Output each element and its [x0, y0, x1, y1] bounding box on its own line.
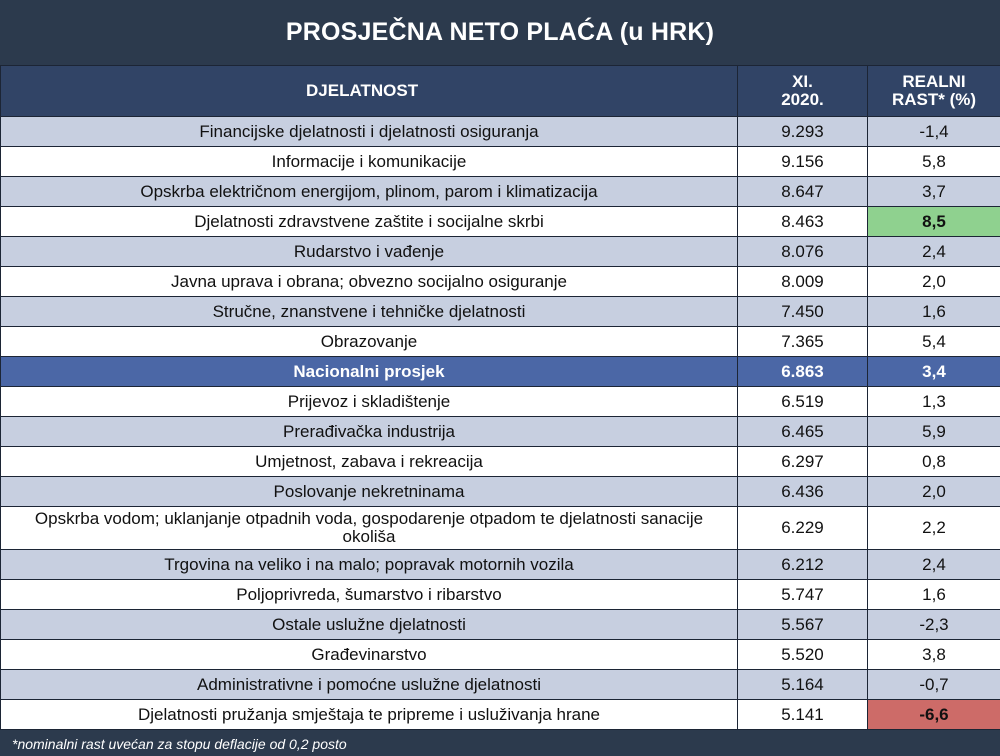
row-placa: 6.519: [738, 387, 868, 417]
footnote: *nominalni rast uvećan za stopu deflacije od 0,2 posto: [12, 736, 347, 752]
table-row: [1, 580, 1000, 610]
row-placa: 6.436: [738, 477, 868, 507]
table-row: [1, 237, 1000, 267]
row-realni-rast: 5,8: [868, 147, 1000, 177]
row-djelatnost: Građevinarstvo: [1, 640, 738, 670]
row-djelatnost: Opskrba vodom; uklanjanje otpadnih voda, gospodarenje otpadom te djelatnosti sanacije okoliša: [1, 507, 738, 550]
row-realni-rast: 1,3: [868, 387, 1000, 417]
row-realni-rast: 1,6: [868, 580, 1000, 610]
row-placa: 5.567: [738, 610, 868, 640]
row-placa: 6.297: [738, 447, 868, 477]
row-djelatnost: Poljoprivreda, šumarstvo i ribarstvo: [1, 580, 738, 610]
table-row: [1, 610, 1000, 640]
table-row: [1, 357, 1000, 387]
row-placa: 9.156: [738, 147, 868, 177]
row-realni-rast: 1,6: [868, 297, 1000, 327]
row-placa: 8.009: [738, 267, 868, 297]
chart-title: PROSJEČNA NETO PLAĆA (u HRK): [285, 17, 715, 46]
row-djelatnost: Nacionalni prosjek: [1, 357, 738, 387]
row-placa: 7.365: [738, 327, 868, 357]
row-realni-rast: 2,4: [868, 237, 1000, 267]
row-djelatnost: Prerađivačka industrija: [1, 417, 738, 447]
row-placa: 5.520: [738, 640, 868, 670]
row-djelatnost: Poslovanje nekretninama: [1, 477, 738, 507]
table-row: [1, 177, 1000, 207]
table-row: [1, 387, 1000, 417]
table-body: [1, 117, 1000, 730]
row-djelatnost: Ostale uslužne djelatnosti: [1, 610, 738, 640]
row-djelatnost: Djelatnosti pružanja smještaja te pripreme i usluživanja hrane: [1, 700, 738, 730]
row-placa: 5.141: [738, 700, 868, 730]
table-row: [1, 670, 1000, 700]
row-placa: 7.450: [738, 297, 868, 327]
row-realni-rast: 2,2: [868, 507, 1000, 550]
row-placa: 6.229: [738, 507, 868, 550]
row-realni-rast: 5,4: [868, 327, 1000, 357]
row-realni-rast: -2,3: [868, 610, 1000, 640]
row-djelatnost: Umjetnost, zabava i rekreacija: [1, 447, 738, 477]
table-row: [1, 267, 1000, 297]
table-row: [1, 117, 1000, 147]
row-placa: 6.863: [738, 357, 868, 387]
table-row: [1, 640, 1000, 670]
table-row: [1, 477, 1000, 507]
row-realni-rast: 2,0: [868, 477, 1000, 507]
row-djelatnost: Rudarstvo i vađenje: [1, 237, 738, 267]
row-djelatnost: Opskrba električnom energijom, plinom, parom i klimatizacija: [1, 177, 738, 207]
table-row: [1, 700, 1000, 730]
row-realni-rast: 3,4: [868, 357, 1000, 387]
row-realni-rast: 2,0: [868, 267, 1000, 297]
row-placa: 5.164: [738, 670, 868, 700]
row-realni-rast: 3,8: [868, 640, 1000, 670]
row-placa: 5.747: [738, 580, 868, 610]
table-row: [1, 507, 1000, 550]
row-djelatnost: Obrazovanje: [1, 327, 738, 357]
row-placa: 6.212: [738, 550, 868, 580]
row-placa: 8.076: [738, 237, 868, 267]
row-djelatnost: Prijevoz i skladištenje: [1, 387, 738, 417]
row-djelatnost: Administrativne i pomoćne uslužne djelatnosti: [1, 670, 738, 700]
table-row: [1, 447, 1000, 477]
row-placa: 8.463: [738, 207, 868, 237]
header-period: XI. 2020.: [738, 66, 868, 117]
table-row: [1, 207, 1000, 237]
row-placa: 6.465: [738, 417, 868, 447]
row-djelatnost: Stručne, znanstvene i tehničke djelatnosti: [1, 297, 738, 327]
row-realni-rast: 2,4: [868, 550, 1000, 580]
row-djelatnost: Djelatnosti zdravstvene zaštite i socijalne skrbi: [1, 207, 738, 237]
table-row: [1, 417, 1000, 447]
salary-table: [0, 65, 1000, 730]
row-placa: 8.647: [738, 177, 868, 207]
table-row: [1, 297, 1000, 327]
row-realni-rast: -1,4: [868, 117, 1000, 147]
header-realni-rast: REALNI RAST* (%): [868, 66, 1000, 117]
row-realni-rast: 8,5: [868, 207, 1000, 237]
row-realni-rast: 3,7: [868, 177, 1000, 207]
row-djelatnost: Informacije i komunikacije: [1, 147, 738, 177]
row-djelatnost: Financijske djelatnosti i djelatnosti osiguranja: [1, 117, 738, 147]
row-placa: 9.293: [738, 117, 868, 147]
row-djelatnost: Trgovina na veliko i na malo; popravak motornih vozila: [1, 550, 738, 580]
row-realni-rast: -0,7: [868, 670, 1000, 700]
row-realni-rast: -6,6: [868, 700, 1000, 730]
header-row: [1, 66, 1000, 117]
table-row: [1, 327, 1000, 357]
row-realni-rast: 0,8: [868, 447, 1000, 477]
table-row: [1, 147, 1000, 177]
row-djelatnost: Javna uprava i obrana; obvezno socijalno osiguranje: [1, 267, 738, 297]
header-djelatnost: DJELATNOST: [1, 66, 738, 117]
table-row: [1, 550, 1000, 580]
row-realni-rast: 5,9: [868, 417, 1000, 447]
